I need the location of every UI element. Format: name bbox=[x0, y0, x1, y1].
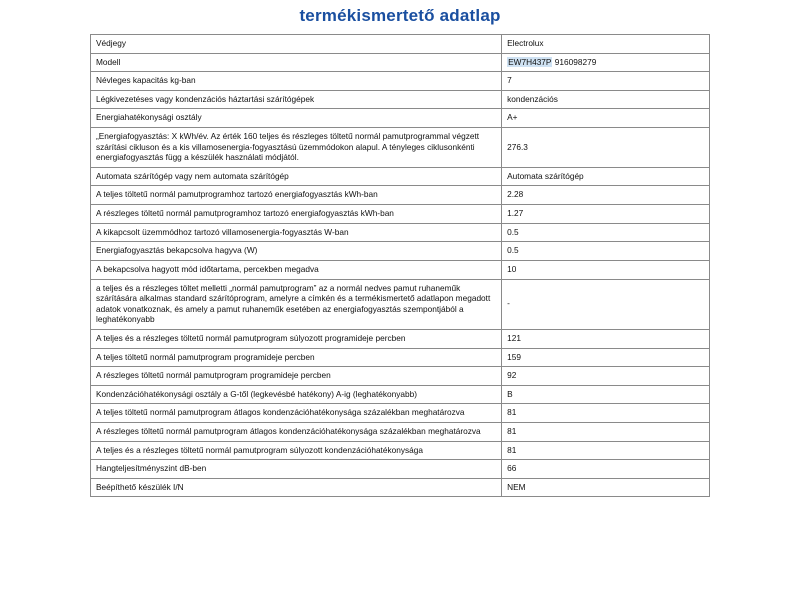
spec-value-cell: 66 bbox=[502, 460, 710, 479]
value-suffix: 916098279 bbox=[552, 56, 597, 67]
spec-label-cell: Modell bbox=[91, 53, 502, 72]
table-row bbox=[91, 348, 710, 367]
spec-value-cell: 81 bbox=[502, 404, 710, 423]
spec-label-cell: A teljes és a részleges töltetű normál pamutprogram súlyozott programideje percben bbox=[91, 329, 502, 348]
spec-value-cell: 0.5 bbox=[502, 223, 710, 242]
spec-value-cell: kondenzációs bbox=[502, 90, 710, 109]
spec-value-cell: 276.3 bbox=[502, 128, 710, 168]
spec-value-cell: 2.28 bbox=[502, 186, 710, 205]
spec-value-cell: Electrolux bbox=[502, 35, 710, 54]
spec-value-cell: 7 bbox=[502, 72, 710, 91]
table-row bbox=[91, 478, 710, 497]
spec-label-cell: Beépíthető készülék I/N bbox=[91, 478, 502, 497]
page-title: termékismertető adatlap bbox=[299, 6, 501, 25]
product-spec-table bbox=[90, 34, 710, 497]
spec-value-cell: Automata szárítógép bbox=[502, 167, 710, 186]
spec-label-cell: A teljes és a részleges töltetű normál pamutprogram súlyozott kondenzációhatékonysága bbox=[91, 441, 502, 460]
spec-label-cell: A részleges töltetű normál pamutprogram átlagos kondenzációhatékonysága százalékban meghatározva bbox=[91, 423, 502, 442]
table-row bbox=[91, 367, 710, 386]
spec-value-cell bbox=[502, 53, 710, 72]
spec-label-cell: Névleges kapacitás kg-ban bbox=[91, 72, 502, 91]
spec-label-cell: A teljes töltetű normál pamutprogram átlagos kondenzációhatékonysága százalékban meghatározva bbox=[91, 404, 502, 423]
table-row bbox=[91, 329, 710, 348]
spec-label-cell: Hangteljesítményszint dB-ben bbox=[91, 460, 502, 479]
table-row bbox=[91, 260, 710, 279]
spec-value-cell: 81 bbox=[502, 423, 710, 442]
spec-label-cell: Védjegy bbox=[91, 35, 502, 54]
table-row bbox=[91, 72, 710, 91]
spec-label-cell: A bekapcsolva hagyott mód időtartama, percekben megadva bbox=[91, 260, 502, 279]
spec-label-cell: A kikapcsolt üzemmódhoz tartozó villamosenergia-fogyasztás W-ban bbox=[91, 223, 502, 242]
table-row bbox=[91, 385, 710, 404]
table-row bbox=[91, 35, 710, 54]
table-row bbox=[91, 242, 710, 261]
spec-label-cell: Energiafogyasztás bekapcsolva hagyva (W) bbox=[91, 242, 502, 261]
table-row bbox=[91, 90, 710, 109]
spec-value-cell: - bbox=[502, 279, 710, 329]
spec-table-container bbox=[90, 34, 710, 497]
table-row bbox=[91, 423, 710, 442]
table-row bbox=[91, 441, 710, 460]
spec-value-cell: NEM bbox=[502, 478, 710, 497]
table-row bbox=[91, 223, 710, 242]
spec-value-cell: 159 bbox=[502, 348, 710, 367]
spec-label-cell: a teljes és a részleges töltet melletti „normál pamutprogram” az a normál nedves pamut ruhaneműk szárítására alkalmas standard szárítóprogram, amelyre a címkén és a termékismertető adatlapon megadott adatok vonatkoznak, és amely a pamut ruhaneműk esetében az energiafogyasztás szempontjából a leghatékonyabb bbox=[91, 279, 502, 329]
table-row bbox=[91, 279, 710, 329]
table-row bbox=[91, 460, 710, 479]
spec-table-body bbox=[91, 35, 710, 497]
spec-value-cell: 10 bbox=[502, 260, 710, 279]
spec-label-cell: Légkivezetéses vagy kondenzációs háztartási szárítógépek bbox=[91, 90, 502, 109]
table-row bbox=[91, 167, 710, 186]
table-row bbox=[91, 404, 710, 423]
spec-value-cell: 81 bbox=[502, 441, 710, 460]
highlighted-value: EW7H437P bbox=[508, 56, 552, 67]
spec-label-cell: A részleges töltetű normál pamutprogram programideje percben bbox=[91, 367, 502, 386]
spec-label-cell: A részleges töltetű normál pamutprogramhoz tartozó energiafogyasztás kWh-ban bbox=[91, 205, 502, 224]
spec-label-cell: A teljes töltetű normál pamutprogram programideje percben bbox=[91, 348, 502, 367]
spec-value-cell: 1.27 bbox=[502, 205, 710, 224]
spec-label-cell: Energiahatékonysági osztály bbox=[91, 109, 502, 128]
table-row bbox=[91, 128, 710, 168]
table-row bbox=[91, 109, 710, 128]
spec-value-cell: A+ bbox=[502, 109, 710, 128]
spec-label-cell: Kondenzációhatékonysági osztály a G-től (legkevésbé hatékony) A-ig (leghatékonyabb) bbox=[91, 385, 502, 404]
table-row bbox=[91, 53, 710, 72]
spec-label-cell: A teljes töltetű normál pamutprogramhoz tartozó energiafogyasztás kWh-ban bbox=[91, 186, 502, 205]
spec-value-cell: 92 bbox=[502, 367, 710, 386]
spec-value-cell: 121 bbox=[502, 329, 710, 348]
spec-label-cell: Automata szárítógép vagy nem automata szárítógép bbox=[91, 167, 502, 186]
spec-label-cell: „Energiafogyasztás: X kWh/év. Az érték 160 teljes és részleges töltetű normál pamutprogrammal végzett szárítási cikluson és a kis villamosenergia-fogyasztású üzemmódokon alapul. A tényleges ciklusonkénti energiafogyasztás függ a készülék használati módjától. bbox=[91, 128, 502, 168]
table-row bbox=[91, 205, 710, 224]
spec-value-cell: 0.5 bbox=[502, 242, 710, 261]
table-row bbox=[91, 186, 710, 205]
spec-value-cell: B bbox=[502, 385, 710, 404]
